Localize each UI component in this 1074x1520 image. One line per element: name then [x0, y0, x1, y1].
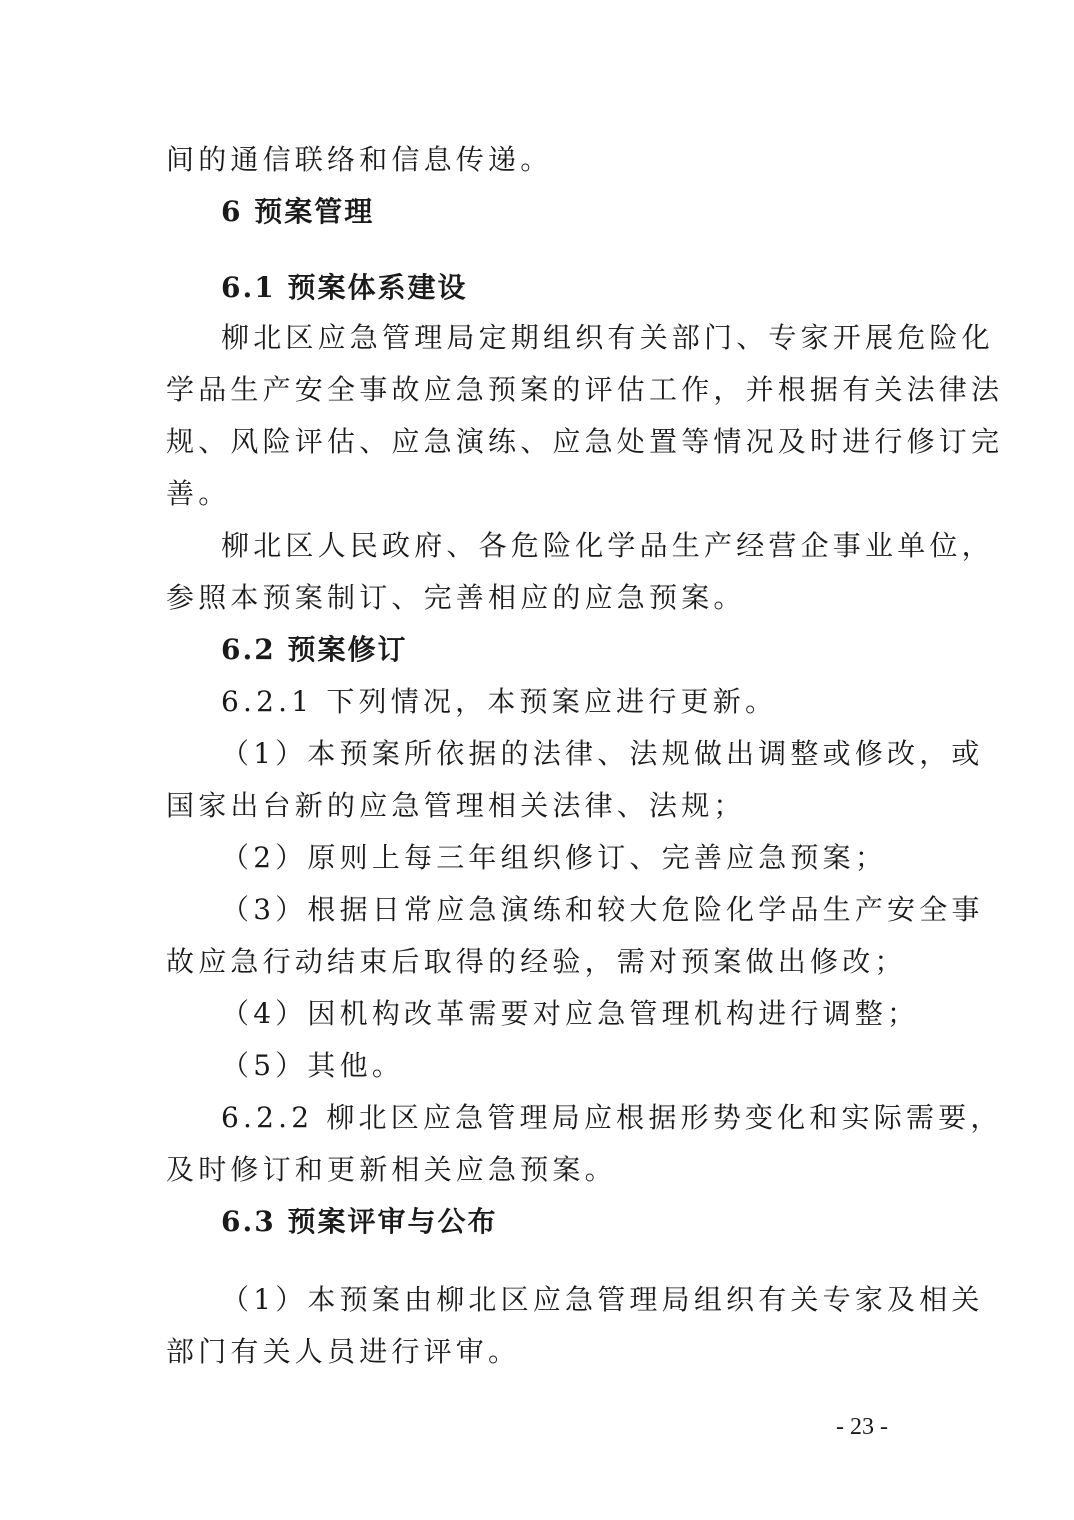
body-text-line: 善。 — [166, 477, 231, 510]
subsection-heading: 6.2 预案修订 — [221, 633, 408, 666]
section-heading: 6 预案管理 — [221, 195, 375, 228]
body-text-line: 规、风险评估、应急演练、应急处置等情况及时进行修订完 — [166, 425, 1004, 458]
body-text-line: 柳北区人民政府、各危险化学品生产经营企事业单位， — [221, 529, 994, 562]
body-text-line: 学品生产安全事故应急预案的评估工作，并根据有关法律法 — [166, 373, 1004, 406]
body-text-line: 6.2.2 柳北区应急管理局应根据形势变化和实际需要， — [221, 1101, 1003, 1134]
subsection-heading: 6.1 预案体系建设 — [221, 271, 468, 304]
page-number: - 23 - — [836, 1414, 888, 1440]
body-text-line: 参照本预案制订、完善相应的应急预案。 — [166, 581, 746, 614]
body-text-line: 及时修订和更新相关应急预案。 — [166, 1153, 617, 1186]
body-text-line: 柳北区应急管理局定期组织有关部门、专家开展危险化 — [221, 321, 994, 354]
list-item: （4）因机构改革需要对应急管理机构进行调整； — [221, 997, 920, 1030]
list-item: （1）本预案由柳北区应急管理局组织有关专家及相关 — [221, 1283, 984, 1316]
body-text-line: 间的通信联络和信息传递。 — [166, 143, 553, 176]
list-item: （2）原则上每三年组织修订、完善应急预案； — [221, 841, 888, 874]
body-text-line: 国家出台新的应急管理相关法律、法规； — [166, 789, 746, 822]
list-item: （1）本预案所依据的法律、法规做出调整或修改，或 — [221, 737, 984, 770]
list-item: （5）其他。 — [221, 1049, 405, 1082]
list-item: （3）根据日常应急演练和较大危险化学品生产安全事 — [221, 893, 984, 926]
body-text-line: 故应急行动结束后取得的经验，需对预案做出修改； — [166, 945, 907, 978]
subsection-heading: 6.3 预案评审与公布 — [221, 1205, 498, 1238]
body-text-line: 部门有关人员进行评审。 — [166, 1335, 521, 1368]
body-text-line: 6.2.1 下列情况，本预案应进行更新。 — [221, 685, 778, 718]
